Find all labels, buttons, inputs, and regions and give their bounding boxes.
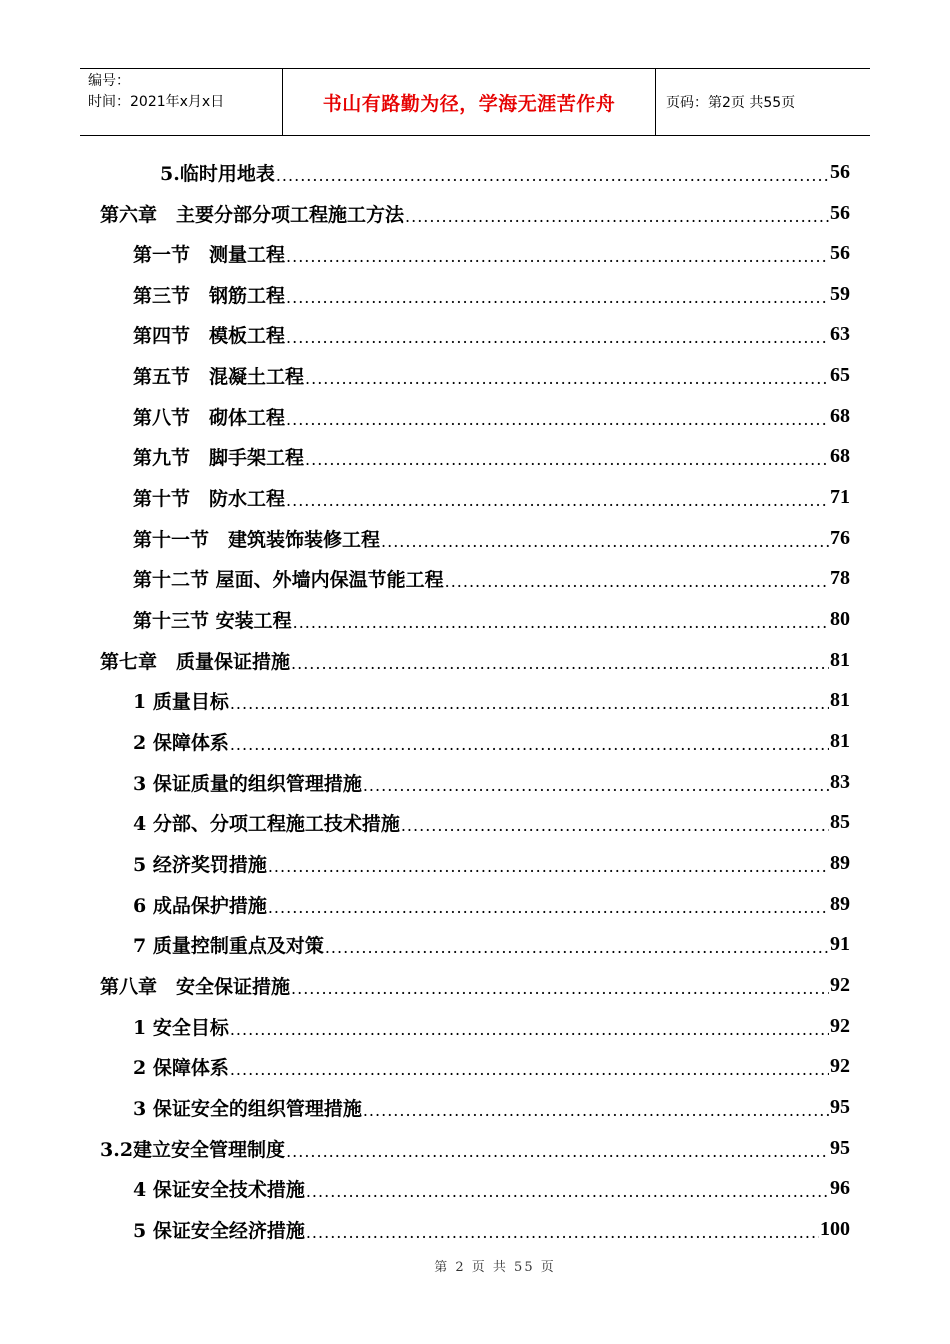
- toc-entry-page: 92: [830, 973, 850, 996]
- toc-leader-dots: [325, 938, 829, 957]
- toc-entry[interactable]: [100, 1128, 850, 1168]
- toc-entry-page: 89: [830, 892, 850, 915]
- toc-leader-dots: [306, 1223, 819, 1242]
- toc-entry-page: 71: [830, 485, 850, 508]
- toc-entry[interactable]: [133, 1087, 850, 1127]
- toc-leader-dots: [445, 572, 829, 591]
- toc-leader-dots: [291, 654, 829, 673]
- page-header: [80, 68, 870, 136]
- footer-page-number: 第 2 页 共 55 页: [434, 1260, 556, 1275]
- toc-entry-page: 81: [830, 729, 850, 752]
- toc-leader-dots: [401, 816, 829, 835]
- toc-entry-title: 第九节 脚手架工程: [133, 446, 305, 469]
- toc-leader-dots: [286, 328, 829, 347]
- toc-leader-dots: [306, 1182, 829, 1201]
- toc-entry-page: 92: [830, 1014, 850, 1037]
- toc-entry[interactable]: [133, 477, 850, 517]
- toc-entry[interactable]: [133, 680, 850, 720]
- page-footer: [0, 1256, 950, 1275]
- toc-entry-page: 91: [830, 932, 850, 955]
- toc-entry-page: 59: [830, 282, 850, 305]
- toc-entry-title: 5.临时用地表: [160, 162, 275, 185]
- document-time-label: 时间：2021年x月x日: [88, 94, 225, 110]
- toc-entry[interactable]: [133, 1046, 850, 1086]
- toc-entry-title: 2 保障体系: [133, 1056, 229, 1079]
- toc-entry-title: 3 保证质量的组织管理措施: [133, 772, 362, 795]
- toc-entry-page: 95: [830, 1136, 850, 1159]
- toc-entry[interactable]: [133, 721, 850, 761]
- toc-leader-dots: [230, 1020, 829, 1039]
- toc-leader-dots: [305, 450, 829, 469]
- toc-entry-page: 63: [830, 322, 850, 345]
- toc-leader-dots: [305, 369, 829, 388]
- toc-leader-dots: [291, 979, 829, 998]
- toc-leader-dots: [230, 735, 829, 754]
- toc-entry[interactable]: [133, 599, 850, 639]
- toc-entry[interactable]: [100, 640, 850, 680]
- toc-leader-dots: [286, 288, 829, 307]
- toc-leader-dots: [363, 776, 829, 795]
- toc-entry-title: 4 分部、分项工程施工技术措施: [133, 812, 400, 835]
- toc-entry-title: 5 保证安全经济措施: [133, 1219, 305, 1242]
- toc-entry-page: 78: [830, 566, 850, 589]
- toc-leader-dots: [276, 166, 829, 185]
- toc-entry-title: 第十二节 屋面、外墙内保温节能工程: [133, 568, 444, 591]
- toc-entry-title: 第八节 砌体工程: [133, 406, 286, 429]
- toc-entry-page: 92: [830, 1054, 850, 1077]
- toc-entry-page: 96: [830, 1176, 850, 1199]
- toc-entry[interactable]: [133, 314, 850, 354]
- toc-entry-title: 4 保证安全技术措施: [133, 1178, 305, 1201]
- toc-entry-page: 95: [830, 1095, 850, 1118]
- toc-entry-title: 3 保证安全的组织管理措施: [133, 1097, 362, 1120]
- toc-leader-dots: [363, 1101, 829, 1120]
- toc-entry-title: 第十节 防水工程: [133, 487, 286, 510]
- toc-entry[interactable]: [133, 1209, 850, 1249]
- toc-entry-page: 81: [830, 688, 850, 711]
- toc-entry-page: 83: [830, 770, 850, 793]
- header-page-info: [656, 69, 870, 135]
- toc-entry[interactable]: [133, 1168, 850, 1208]
- toc-entry[interactable]: [100, 965, 850, 1005]
- toc-entry-title: 6 成品保护措施: [133, 894, 267, 917]
- toc-entry-title: 3.2建立安全管理制度: [100, 1138, 286, 1161]
- header-meta: [80, 69, 283, 135]
- toc-entry[interactable]: [133, 558, 850, 598]
- toc-entry[interactable]: [133, 884, 850, 924]
- toc-entry[interactable]: [133, 355, 850, 395]
- toc-entry-title: 第四节 模板工程: [133, 324, 286, 347]
- toc-entry-page: 100: [820, 1217, 850, 1240]
- toc-entry-title: 第十一节 建筑装饰装修工程: [133, 528, 381, 551]
- toc-entry-page: 56: [830, 201, 850, 224]
- header-motto: [283, 69, 656, 135]
- toc-leader-dots: [286, 1142, 829, 1161]
- toc-entry-title: 第八章 安全保证措施: [100, 975, 291, 998]
- toc-leader-dots: [230, 1060, 829, 1079]
- toc-entry[interactable]: [160, 152, 850, 192]
- toc-entry[interactable]: [133, 802, 850, 842]
- toc-entry[interactable]: [133, 396, 850, 436]
- toc-entry[interactable]: [133, 436, 850, 476]
- toc-entry-title: 第三节 钢筋工程: [133, 284, 286, 307]
- toc-entry[interactable]: [133, 233, 850, 273]
- page-info-text: 页码：第2页 共55页: [666, 95, 796, 111]
- toc-leader-dots: [286, 410, 829, 429]
- toc-entry-title: 1 安全目标: [133, 1016, 229, 1039]
- toc-entry-title: 第十三节 安装工程: [133, 609, 292, 632]
- toc-leader-dots: [286, 491, 829, 510]
- toc-entry-title: 2 保障体系: [133, 731, 229, 754]
- toc-leader-dots: [286, 247, 829, 266]
- toc-entry-title: 7 质量控制重点及对策: [133, 934, 324, 957]
- toc-entry-page: 56: [830, 241, 850, 264]
- toc-entry[interactable]: [133, 274, 850, 314]
- toc-leader-dots: [230, 694, 829, 713]
- toc-leader-dots: [293, 613, 829, 632]
- toc-entry-page: 89: [830, 851, 850, 874]
- toc-leader-dots: [268, 857, 829, 876]
- toc-entry-page: 56: [830, 160, 850, 183]
- toc-entry-title: 1 质量目标: [133, 690, 229, 713]
- toc-leader-dots: [381, 532, 829, 551]
- toc-entry-page: 65: [830, 363, 850, 386]
- toc-entry-title: 第六章 主要分部分项工程施工方法: [100, 203, 405, 226]
- toc-entry[interactable]: [133, 518, 850, 558]
- toc-entry-page: 80: [830, 607, 850, 630]
- document-number-label: 编号：: [88, 73, 130, 89]
- toc-entry[interactable]: [133, 924, 850, 964]
- toc-entry[interactable]: [133, 762, 850, 802]
- toc-entry-title: 第七章 质量保证措施: [100, 650, 291, 673]
- toc-entry-page: 76: [830, 526, 850, 549]
- toc-entry-title: 第一节 测量工程: [133, 243, 286, 266]
- motto-text: 书山有路勤为径，学海无涯苦作舟: [322, 92, 616, 115]
- toc-leader-dots: [405, 207, 829, 226]
- toc-entry-title: 第五节 混凝土工程: [133, 365, 305, 388]
- toc-entry[interactable]: [133, 843, 850, 883]
- toc-entry[interactable]: [100, 193, 850, 233]
- toc-entry[interactable]: [133, 1006, 850, 1046]
- toc-entry-page: 85: [830, 810, 850, 833]
- toc-entry-page: 68: [830, 444, 850, 467]
- toc-leader-dots: [268, 898, 829, 917]
- toc-entry-page: 81: [830, 648, 850, 671]
- toc-entry-title: 5 经济奖罚措施: [133, 853, 267, 876]
- toc-entry-page: 68: [830, 404, 850, 427]
